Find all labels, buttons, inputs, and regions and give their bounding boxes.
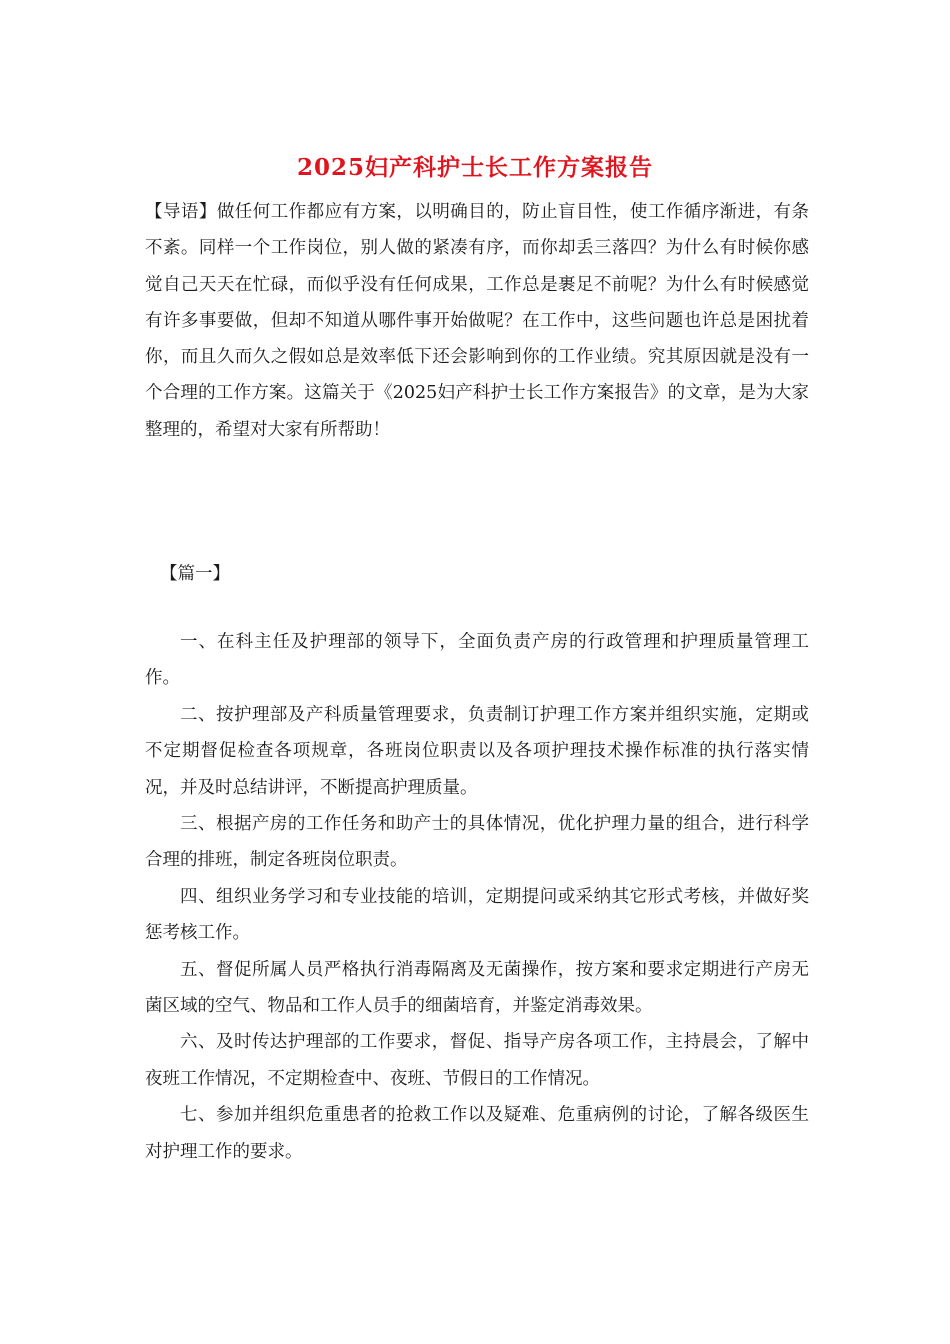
duty-item-7: 七、参加并组织危重患者的抢救工作以及疑难、危重病例的讨论，了解各级医生对护理工作的要求。 [145, 1105, 809, 1162]
duty-item-4: 四、组织业务学习和专业技能的培训，定期提问或采纳其它形式考核，并做好奖惩考核工作。 [145, 886, 809, 944]
document-title: 2025妇产科护士长工作方案报告 [296, 154, 653, 181]
duty-item-6: 六、及时传达护理部的工作要求，督促、指导产房各项工作，主持晨会，了解中夜班工作情况，不定期检查中、夜班、节假日的工作情况。 [145, 1032, 809, 1089]
duty-item-3: 三、根据产房的工作任务和助产士的具体情况，优化护理力量的组合，进行科学合理的排班，制定各班岗位职责。 [145, 814, 809, 871]
intro-paragraph: 【导语】做任何工作都应有方案，以明确目的，防止盲目性，使工作循序渐进，有条不紊。同样一个工作岗位，别人做的紧凑有序，而你却丢三落四？为什么有时候你感觉自己天天在忙碌，而似乎没有任何成果，工作总是裹足不前呢？为什么有时候感觉有许多事要做，但却不知道从哪件事开始做呢？在工作中，这些问题也许总是困扰着你，而且久而久之假如总是效率低下还会影响到你的工作业绩。究其原因就是没有一个合理的工作方案。这篇关于《2025妇产科护士长工作方案报告》的文章，是为大家整理的，希望对大家有所帮助！ [145, 202, 809, 440]
duty-list [145, 624, 809, 1170]
duty-item-2: 二、按护理部及产科质量管理要求，负责制订护理工作方案并组织实施，定期或不定期督促检查各项规章，各班岗位职责以及各项护理技术操作标准的执行落实情况，并及时总结讲评，不断提高护理质量。 [145, 704, 809, 798]
duty-item-5: 五、督促所属人员严格执行消毒隔离及无菌操作，按方案和要求定期进行产房无菌区域的空气、物品和工作人员手的细菌培育，并鉴定消毒效果。 [145, 959, 809, 1017]
duty-item-1: 一、在科主任及护理部的领导下，全面负责产房的行政管理和护理质量管理工作。 [145, 632, 809, 689]
section-heading: 【篇一】 [160, 564, 230, 584]
